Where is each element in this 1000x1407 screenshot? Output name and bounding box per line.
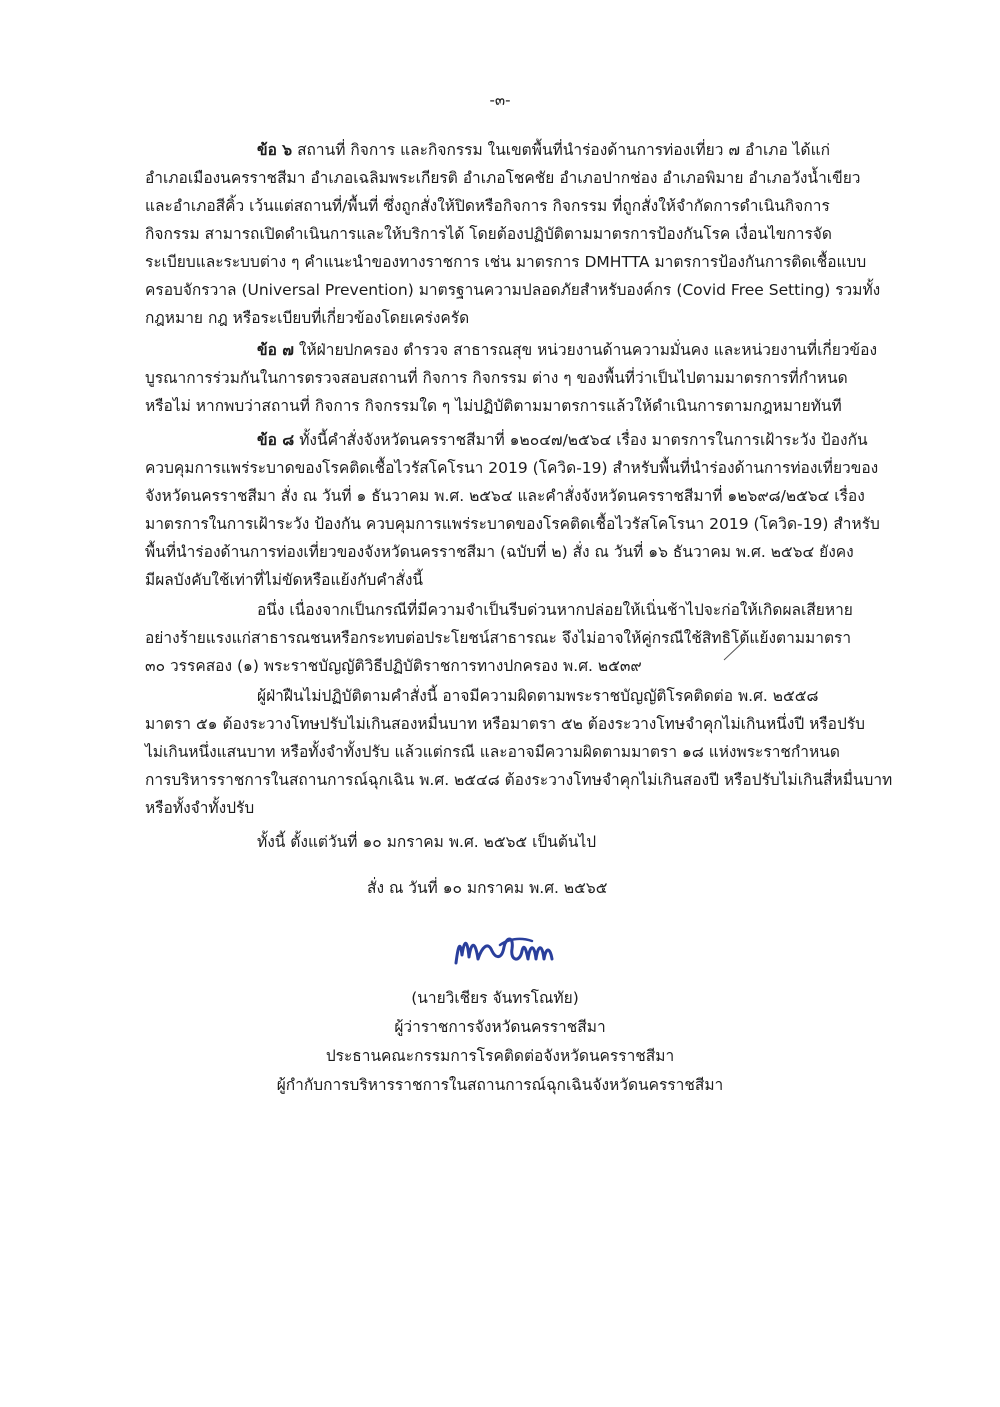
ordered-date: สั่ง ณ วันที่ ๑๐ มกราคม พ.ศ. ๒๕๖๕ — [367, 879, 608, 897]
urgency-paragraph — [145, 596, 860, 680]
clause-8-label: ข้อ ๘ — [257, 431, 295, 449]
signer-title-emergency-director: ผู้กำกับการบริหารราชการในสถานการณ์ฉุกเฉินจังหวัดนครราชสีมา — [276, 1076, 724, 1094]
urgency-line-1: อนึ่ง เนื่องจากเป็นกรณีที่มีความจำเป็นรีบด่วนหากปล่อยให้เนิ่นช้าไปจะก่อให้เกิดผลเสียหาย — [257, 601, 853, 619]
signer-name: (นายวิเชียร จันทรโณทัย) — [411, 989, 579, 1007]
penalty-line-3: ไม่เกินหนึ่งแสนบาท หรือทั้งจำทั้งปรับ แล้วแต่กรณี และอาจมีความผิดตามมาตรา ๑๘ แห่งพระราชกำหนด — [145, 743, 840, 761]
penalty-line-4: การบริหารราชการในสถานการณ์ฉุกเฉิน พ.ศ. ๒๕๔๘ ต้องระวางโทษจำคุกไม่เกินสองปี หรือปรับไม่เกินสี่หมื่นบาท — [145, 771, 893, 789]
clause-7-line-3: หรือไม่ หากพบว่าสถานที่ กิจการ กิจกรรมใด ๆ ไม่ปฏิบัติตามมาตรการแล้วให้ดำเนินการตามกฎหมายทันที — [145, 397, 842, 415]
clause-6-paragraph — [145, 136, 881, 332]
penalty-line-2: มาตรา ๕๑ ต้องระวางโทษปรับไม่เกินสองหมื่นบาท หรือมาตรา ๕๒ ต้องระวางโทษจำคุกไม่เกินหนึ่งปี หรือปรับ — [145, 715, 865, 733]
urgency-line-2: อย่างร้ายแรงแก่สาธารณชนหรือกระทบต่อประโยชน์สาธารณะ จึงไม่อาจให้คู่กรณีใช้สิทธิโต้แย้งตามมาตรา — [145, 629, 852, 647]
clause-7-label: ข้อ ๗ — [257, 341, 294, 359]
penalty-paragraph — [145, 682, 893, 822]
effective-date: ทั้งนี้ ตั้งแต่วันที่ ๑๐ มกราคม พ.ศ. ๒๕๖๕ เป็นต้นไป — [257, 833, 597, 851]
clause-8-line-6: มีผลบังคับใช้เท่าที่ไม่ขัดหรือแย้งกับคำสั่งนี้ — [145, 571, 424, 589]
signer-block — [0, 984, 1000, 1100]
clause-8-line-1: ข้อ ๘ ทั้งนี้คำสั่งจังหวัดนครราชสีมาที่ ๑๒๐๔๗/๒๕๖๔ เรื่อง มาตรการในการเฝ้าระวัง ป้องกัน — [257, 431, 868, 449]
penalty-line-5: หรือทั้งจำทั้งปรับ — [145, 799, 255, 817]
page-number: -๓- — [489, 91, 511, 109]
clause-7-line-2: บูรณาการร่วมกันในการตรวจสอบสถานที่ กิจการ กิจกรรม ต่าง ๆ ของพื้นที่ว่าเป็นไปตามมาตรการที่กำหนด — [145, 369, 848, 387]
clause-8-line-2: ควบคุมการแพร่ระบาดของโรคติดเชื้อไวรัสโคโรนา 2019 (โควิด-19) สำหรับพื้นที่นำร่องด้านการท่องเที่ยวของ — [145, 459, 879, 477]
clause-6-line-6: ครอบจักรวาล (Universal Prevention) มาตรฐานความปลอดภัยสำหรับองค์กร (Covid Free Setting) รวมทั้ง — [145, 281, 881, 299]
handwritten-signature — [448, 925, 558, 975]
signer-title-governor: ผู้ว่าราชการจังหวัดนครราชสีมา — [394, 1018, 606, 1036]
clause-6-line-2: อำเภอเมืองนครราชสีมา อำเภอเฉลิมพระเกียรติ อำเภอโชคชัย อำเภอปากช่อง อำเภอพิมาย อำเภอวังน้ำเขียว — [145, 169, 861, 187]
clause-8-line-3: จังหวัดนครราชสีมา สั่ง ณ วันที่ ๑ ธันวาคม พ.ศ. ๒๕๖๔ และคำสั่งจังหวัดนครราชสีมาที่ ๑๒๖๙๘/๒๕๖๔ เรื่อง — [145, 487, 865, 505]
pen-tick-mark — [722, 640, 744, 662]
clause-7-paragraph — [145, 336, 878, 420]
clause-6-line-5: ระเบียบและระบบต่าง ๆ คำแนะนำของทางราชการ เช่น มาตรการ DMHTTA มาตรการป้องกันการติดเชื้อแบบ — [145, 253, 867, 271]
urgency-line-3: ๓๐ วรรคสอง (๑) พระราชบัญญัติวิธีปฏิบัติราชการทางปกครอง พ.ศ. ๒๕๓๙ — [145, 657, 642, 675]
clause-6-line-7: กฎหมาย กฎ หรือระเบียบที่เกี่ยวข้องโดยเคร่งครัด — [145, 309, 470, 327]
clause-6-line-3: และอำเภอสีคิ้ว เว้นแต่สถานที่/พื้นที่ ซึ่งถูกสั่งให้ปิดหรือกิจการ กิจกรรม ที่ถูกสั่งให้จำกัดการดำเนินกิจการ — [145, 197, 830, 215]
clause-7-line-1: ข้อ ๗ ให้ฝ่ายปกครอง ตำรวจ สาธารณสุข หน่วยงานด้านความมั่นคง และหน่วยงานที่เกี่ยวข้อง — [257, 341, 878, 359]
signer-title-committee-chair: ประธานคณะกรรมการโรคติดต่อจังหวัดนครราชสีมา — [325, 1047, 675, 1065]
clause-6-label: ข้อ ๖ — [257, 141, 293, 159]
clause-8-paragraph — [145, 426, 880, 594]
clause-6-line-4: กิจกรรม สามารถเปิดดำเนินการและให้บริการได้ โดยต้องปฏิบัติตามมาตรการป้องกันโรค เงื่อนไขการจัด — [145, 225, 832, 243]
clause-6-line-1: ข้อ ๖ สถานที่ กิจการ และกิจกรรม ในเขตพื้นที่นำร่องด้านการท่องเที่ยว ๗ อำเภอ ได้แก่ — [257, 141, 830, 159]
penalty-line-1: ผู้ฝ่าฝืนไม่ปฏิบัติตามคำสั่งนี้ อาจมีความผิดตามพระราชบัญญัติโรคติดต่อ พ.ศ. ๒๕๕๘ — [257, 687, 819, 705]
clause-8-line-4: มาตรการในการเฝ้าระวัง ป้องกัน ควบคุมการแพร่ระบาดของโรคติดเชื้อไวรัสโคโรนา 2019 (โควิด-19) สำหรับ — [145, 515, 880, 533]
clause-8-line-5: พื้นที่นำร่องด้านการท่องเที่ยวของจังหวัดนครราชสีมา (ฉบับที่ ๒) สั่ง ณ วันที่ ๑๖ ธันวาคม พ.ศ. ๒๕๖๔ ยังคง — [145, 543, 854, 561]
